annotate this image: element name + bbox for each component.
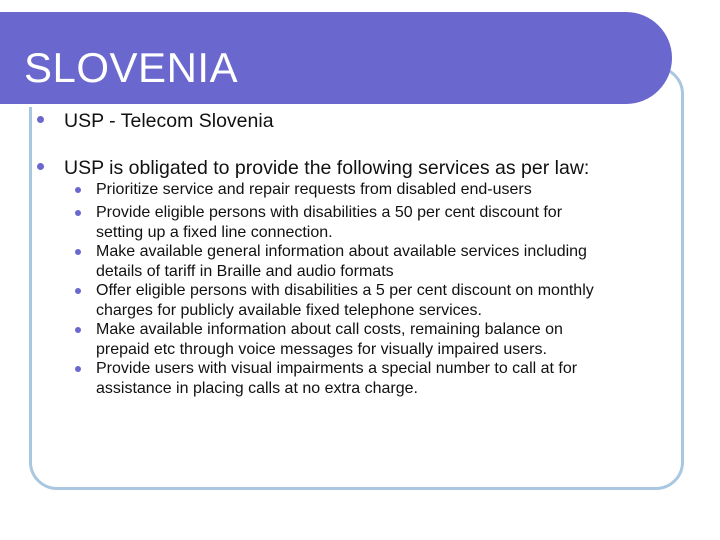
sub-bullet-line: Offer eligible persons with disabilities a 5 per cent discount on monthly [96,282,594,299]
bullet-text-1: USP - Telecom Slovenia [64,110,274,132]
sub-bullet-line: Provide users with visual impairments a special number to call at for [96,360,578,377]
sub-bullet-line: assistance in placing calls at no extra charge. [96,379,418,397]
sub-bullet-text-1 [96,180,666,200]
sub-bullet-line: Prioritize service and repair requests from disabled end-users [96,181,532,198]
sub-bullet-text-5 [96,320,666,359]
sub-bullet-text-2 [96,203,666,242]
title-divider [0,104,636,107]
sub-bullet-line: prepaid etc through voice messages for visually impaired users. [96,340,547,358]
sub-bullet-line: charges for publicly available fixed telephone services. [96,301,482,319]
sub-bullet-line: details of tariff in Braille and audio formats [96,262,394,280]
sub-bullet-icon [75,249,81,255]
bullet-text-2: USP is obligated to provide the following services as per law: [64,157,590,179]
sub-bullet-text-4 [96,281,666,320]
sub-bullet-text-6 [96,359,666,398]
sub-bullet-text-3 [96,242,666,281]
sub-bullet-icon [75,288,81,294]
slide-title: SLOVENIA [24,44,239,91]
sub-bullet-icon [75,327,81,333]
sub-bullet-icon [75,366,81,372]
bullet-icon [37,163,44,170]
sub-bullet-line: Make available information about call costs, remaining balance on [96,321,563,338]
sub-bullet-line: Make available general information about available services including [96,243,587,260]
bullet-icon [37,116,44,123]
sub-bullet-line: setting up a fixed line connection. [96,223,333,241]
sub-bullet-icon [75,187,81,193]
sub-bullet-line: Provide eligible persons with disabilities a 50 per cent discount for [96,204,563,221]
sub-bullet-icon [75,210,81,216]
title-bar [0,12,672,104]
